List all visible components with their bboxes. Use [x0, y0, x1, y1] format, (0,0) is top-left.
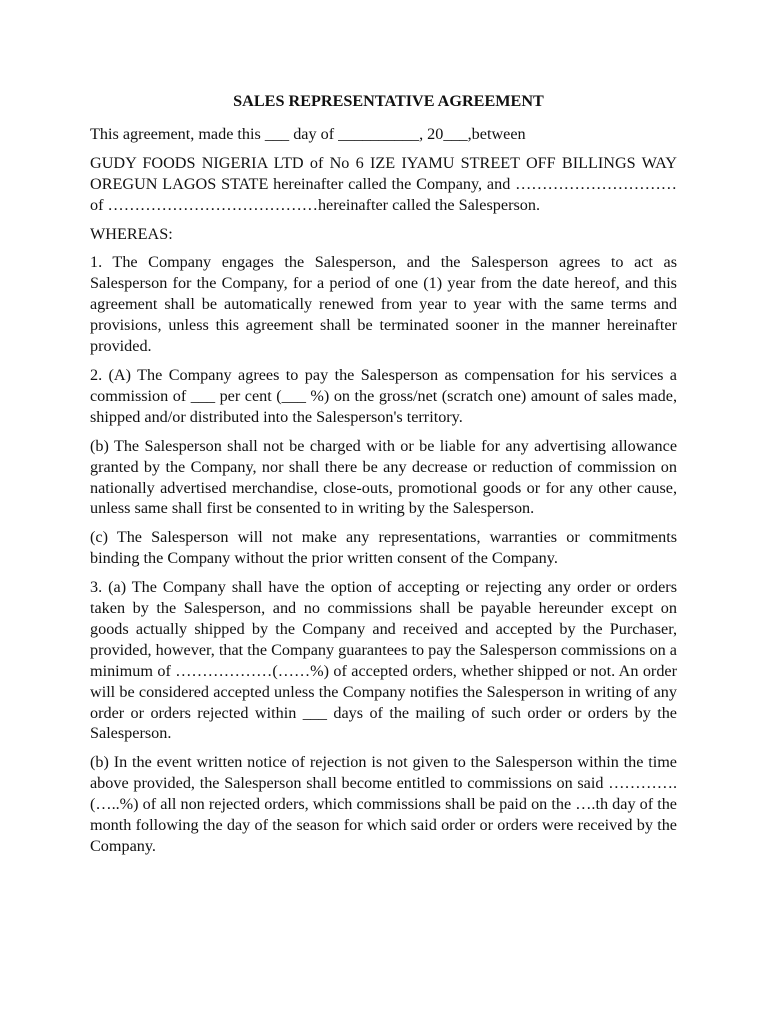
clause-3b-paragraph: (b) In the event written notice of rejection is not given to the Salesperson within the time above provided, the Salesperson shall become entitled to commissions on said …………. (…..%) of all non rejected orders, which commissions shall be paid on the ….th day of the month following the day of the season for which said order or orders were received by the Company.	[90, 753, 677, 855]
clause-1-paragraph: 1. The Company engages the Salesperson, and the Salesperson agrees to act as Salesperson for the Company, for a period of one (1) year from the date hereof, and this agreement shall be automatically renewed from year to year with the same terms and provisions, unless this agreement shall be terminated sooner in the manner hereinafter provided.	[90, 253, 677, 356]
parties-paragraph: GUDY FOODS NIGERIA LTD of No 6 IZE IYAMU STREET OFF BILLINGS WAY OREGUN LAGOS STATE hereinafter called the Company, and …………………………of …………………………………hereinafter called the Salesperson.	[90, 153, 677, 214]
whereas-heading: WHEREAS:	[90, 224, 173, 243]
document-title: SALES REPRESENTATIVE AGREEMENT	[233, 92, 544, 110]
document-page	[90, 91, 677, 865]
agreement-date-line: This agreement, made this ___ day of __________, 20___,between	[90, 124, 526, 143]
clause-2b-paragraph: (b) The Salesperson shall not be charged with or be liable for any advertising allowance granted by the Company, nor shall there be any decrease or reduction of commission on nationally advertised merchandise, close-outs, promotional goods or for any other cause, unless same shall first be consented to in writing by the Salesperson.	[90, 436, 677, 518]
clause-2c-paragraph: (c) The Salesperson will not make any representations, warranties or commitments binding the Company without the prior written consent of the Company.	[90, 528, 677, 568]
clause-3a-paragraph: 3. (a) The Company shall have the option of accepting or rejecting any order or orders taken by the Salesperson, and no commissions shall be payable hereunder except on goods actually shipped by the Company and received and accepted by the Purchaser, provided, however, that the Company guarantees to pay the Salesperson commissions on a minimum of ………………(……%) of accepted orders, whether shipped or not. An order will be considered accepted unless the Company notifies the Salesperson in writing of any order or orders rejected within ___ days of the mailing of such order or orders by the Salesperson.	[90, 578, 677, 743]
clause-2a-paragraph: 2. (A) The Company agrees to pay the Salesperson as compensation for his services a commission of ___ per cent (___ %) on the gross/net (scratch one) amount of sales made, shipped and/or distributed into the Salesperson's territory.	[90, 365, 677, 426]
